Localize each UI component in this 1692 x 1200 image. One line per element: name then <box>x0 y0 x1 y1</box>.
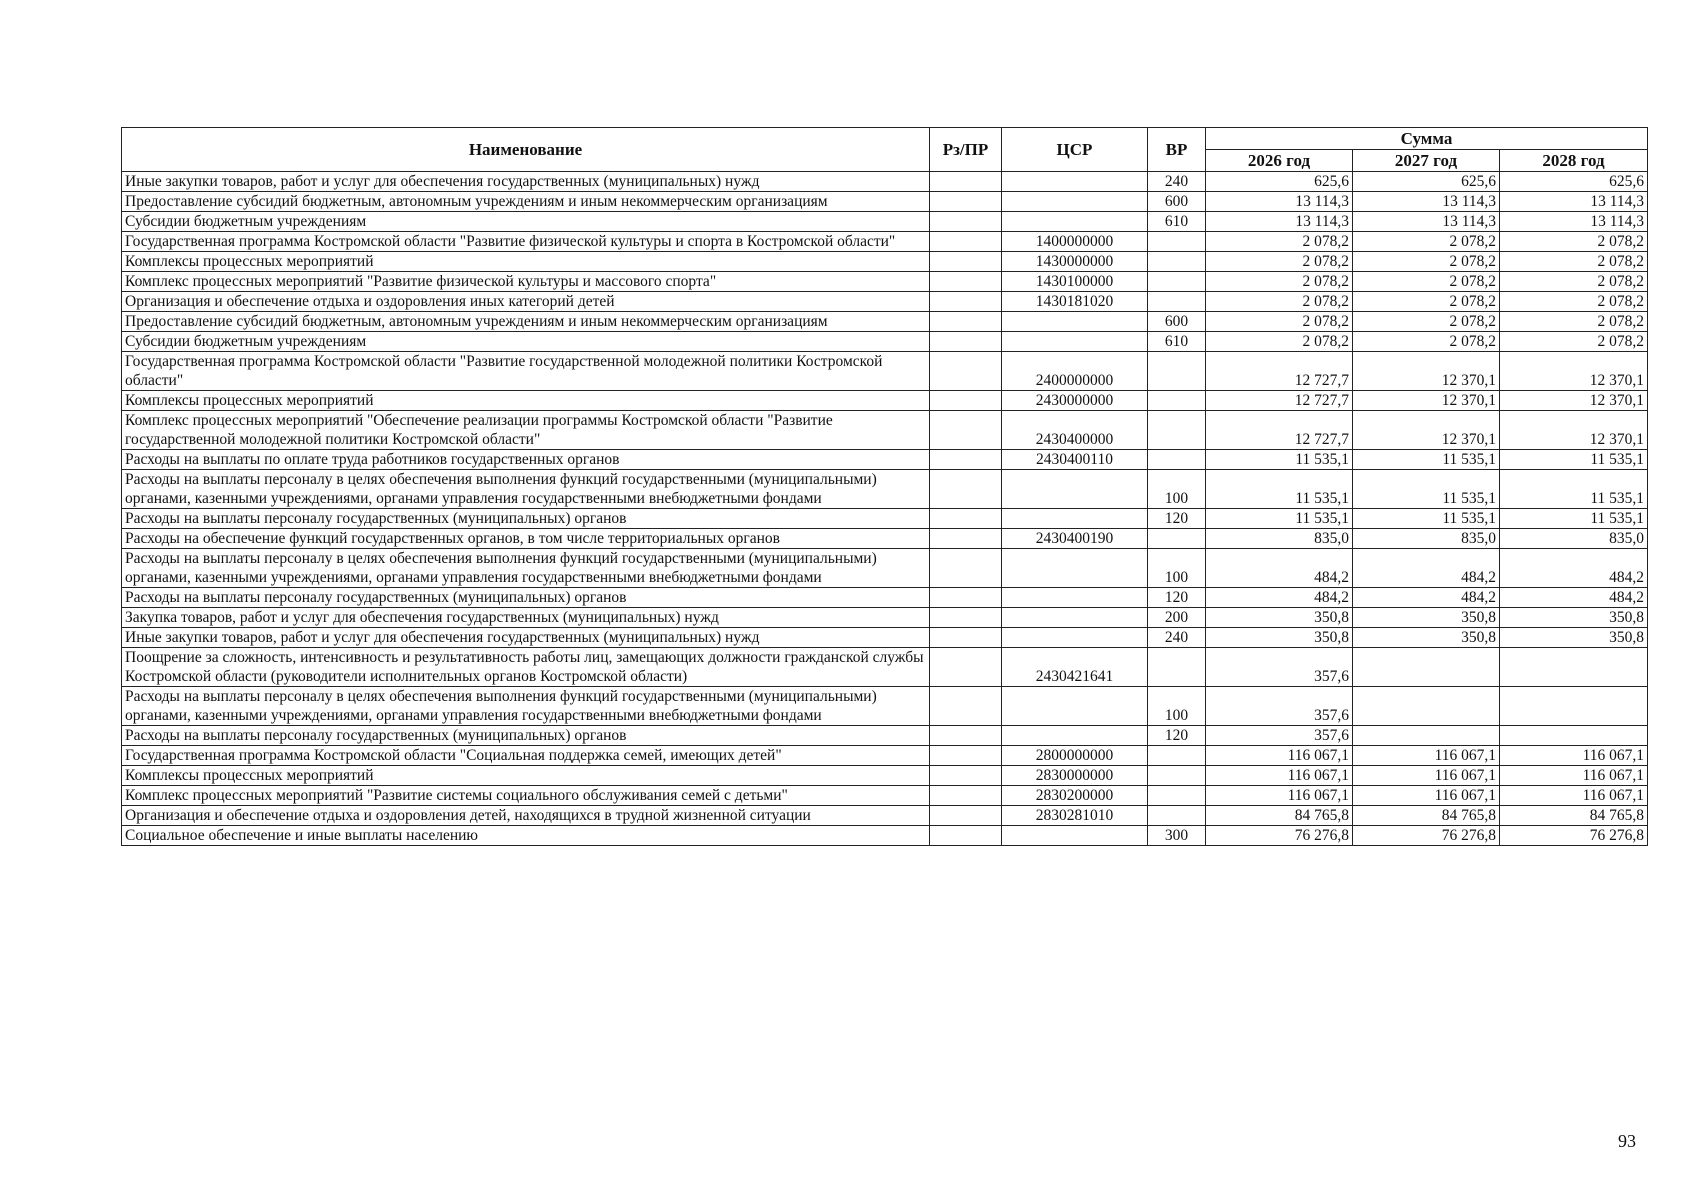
table-row <box>122 549 1648 588</box>
cell-2027: 116 067,1 <box>1353 766 1500 786</box>
cell-rzpr <box>930 766 1002 786</box>
cell-vr <box>1148 766 1206 786</box>
table-row <box>122 172 1648 192</box>
cell-2028: 116 067,1 <box>1500 786 1648 806</box>
cell-2028: 76 276,8 <box>1500 826 1648 846</box>
cell-vr <box>1148 272 1206 292</box>
cell-2028 <box>1500 726 1648 746</box>
cell-name: Расходы на выплаты персоналу государственных (муниципальных) органов <box>122 509 930 529</box>
cell-name: Комплексы процессных мероприятий <box>122 391 930 411</box>
cell-csr <box>1002 192 1148 212</box>
cell-csr: 1430100000 <box>1002 272 1148 292</box>
table-row <box>122 648 1648 687</box>
cell-name: Комплексы процессных мероприятий <box>122 252 930 272</box>
cell-2026: 116 067,1 <box>1206 746 1353 766</box>
cell-vr: 600 <box>1148 312 1206 332</box>
cell-name: Субсидии бюджетным учреждениям <box>122 212 930 232</box>
cell-name: Расходы на выплаты по оплате труда работников государственных органов <box>122 450 930 470</box>
cell-name: Предоставление субсидий бюджетным, автономным учреждениям и иным некоммерческим организациям <box>122 312 930 332</box>
cell-vr <box>1148 450 1206 470</box>
cell-csr: 1400000000 <box>1002 232 1148 252</box>
cell-rzpr <box>930 786 1002 806</box>
header-csr: ЦСР <box>1002 128 1148 172</box>
cell-name: Расходы на выплаты персоналу государственных (муниципальных) органов <box>122 588 930 608</box>
cell-2026: 484,2 <box>1206 549 1353 588</box>
cell-csr: 2430400110 <box>1002 450 1148 470</box>
cell-2026: 625,6 <box>1206 172 1353 192</box>
cell-2026: 13 114,3 <box>1206 212 1353 232</box>
cell-2026: 357,6 <box>1206 726 1353 746</box>
cell-2027: 11 535,1 <box>1353 450 1500 470</box>
cell-2027: 11 535,1 <box>1353 470 1500 509</box>
cell-csr <box>1002 470 1148 509</box>
cell-2028: 84 765,8 <box>1500 806 1648 826</box>
table-row <box>122 766 1648 786</box>
cell-name: Организация и обеспечение отдыха и оздоровления иных категорий детей <box>122 292 930 312</box>
table-row <box>122 391 1648 411</box>
cell-vr <box>1148 292 1206 312</box>
cell-csr: 2830000000 <box>1002 766 1148 786</box>
cell-2028: 484,2 <box>1500 549 1648 588</box>
table-row <box>122 332 1648 352</box>
cell-2028: 12 370,1 <box>1500 352 1648 391</box>
cell-2028: 12 370,1 <box>1500 411 1648 450</box>
cell-vr: 610 <box>1148 332 1206 352</box>
cell-name: Поощрение за сложность, интенсивность и результативность работы лиц, замещающих должности гражданской службы Костромской области (руководители исполнительных органов Костромской области) <box>122 648 930 687</box>
cell-name: Иные закупки товаров, работ и услуг для обеспечения государственных (муниципальных) нужд <box>122 628 930 648</box>
cell-2028: 2 078,2 <box>1500 252 1648 272</box>
cell-2028: 625,6 <box>1500 172 1648 192</box>
cell-rzpr <box>930 509 1002 529</box>
cell-rzpr <box>930 312 1002 332</box>
cell-2026: 357,6 <box>1206 648 1353 687</box>
cell-vr <box>1148 352 1206 391</box>
table-row <box>122 411 1648 450</box>
budget-table-container <box>121 127 1648 846</box>
header-year-2027: 2027 год <box>1353 150 1500 172</box>
cell-2026: 11 535,1 <box>1206 470 1353 509</box>
cell-csr <box>1002 826 1148 846</box>
cell-2027: 2 078,2 <box>1353 252 1500 272</box>
cell-2028: 350,8 <box>1500 628 1648 648</box>
cell-name: Иные закупки товаров, работ и услуг для обеспечения государственных (муниципальных) нужд <box>122 172 930 192</box>
cell-csr: 1430181020 <box>1002 292 1148 312</box>
cell-2026: 350,8 <box>1206 608 1353 628</box>
cell-2027: 484,2 <box>1353 549 1500 588</box>
table-row <box>122 450 1648 470</box>
cell-2027: 2 078,2 <box>1353 312 1500 332</box>
cell-2026: 2 078,2 <box>1206 252 1353 272</box>
cell-2026: 12 727,7 <box>1206 352 1353 391</box>
table-row <box>122 628 1648 648</box>
cell-vr: 610 <box>1148 212 1206 232</box>
cell-vr: 100 <box>1148 687 1206 726</box>
cell-2028: 2 078,2 <box>1500 232 1648 252</box>
table-header <box>122 128 1648 172</box>
cell-vr: 300 <box>1148 826 1206 846</box>
cell-2027: 76 276,8 <box>1353 826 1500 846</box>
cell-2028: 835,0 <box>1500 529 1648 549</box>
cell-2028: 13 114,3 <box>1500 192 1648 212</box>
cell-2027 <box>1353 648 1500 687</box>
cell-2026: 2 078,2 <box>1206 272 1353 292</box>
cell-csr: 2430400190 <box>1002 529 1148 549</box>
cell-csr: 2400000000 <box>1002 352 1148 391</box>
header-sum: Сумма <box>1206 128 1648 150</box>
cell-csr <box>1002 549 1148 588</box>
cell-2026: 2 078,2 <box>1206 232 1353 252</box>
cell-csr <box>1002 588 1148 608</box>
cell-rzpr <box>930 232 1002 252</box>
cell-vr <box>1148 232 1206 252</box>
table-row <box>122 826 1648 846</box>
table-row <box>122 687 1648 726</box>
cell-name: Комплекс процессных мероприятий "Обеспечение реализации программы Костромской области "Развитие государственной молодежной политики Костромской области" <box>122 411 930 450</box>
cell-vr <box>1148 529 1206 549</box>
cell-rzpr <box>930 212 1002 232</box>
cell-csr: 2430421641 <box>1002 648 1148 687</box>
cell-rzpr <box>930 806 1002 826</box>
cell-rzpr <box>930 648 1002 687</box>
cell-2026: 76 276,8 <box>1206 826 1353 846</box>
cell-2028: 2 078,2 <box>1500 272 1648 292</box>
cell-2027 <box>1353 726 1500 746</box>
cell-vr <box>1148 391 1206 411</box>
cell-2027: 2 078,2 <box>1353 292 1500 312</box>
table-row <box>122 252 1648 272</box>
cell-rzpr <box>930 252 1002 272</box>
cell-2028: 2 078,2 <box>1500 312 1648 332</box>
cell-2027: 2 078,2 <box>1353 232 1500 252</box>
cell-vr <box>1148 746 1206 766</box>
cell-2026: 84 765,8 <box>1206 806 1353 826</box>
cell-2026: 2 078,2 <box>1206 292 1353 312</box>
cell-csr <box>1002 172 1148 192</box>
cell-rzpr <box>930 726 1002 746</box>
cell-csr: 2430400000 <box>1002 411 1148 450</box>
cell-rzpr <box>930 332 1002 352</box>
cell-2028: 2 078,2 <box>1500 292 1648 312</box>
cell-name: Комплекс процессных мероприятий "Развитие системы социального обслуживания семей с детьми" <box>122 786 930 806</box>
cell-vr: 120 <box>1148 726 1206 746</box>
cell-rzpr <box>930 272 1002 292</box>
cell-vr <box>1148 252 1206 272</box>
table-row <box>122 588 1648 608</box>
table-row <box>122 292 1648 312</box>
cell-name: Расходы на выплаты персоналу в целях обеспечения выполнения функций государственными (муниципальными) органами, казенными учреждениями, органами управления государственными внебюджетными фондами <box>122 549 930 588</box>
table-row <box>122 312 1648 332</box>
cell-rzpr <box>930 608 1002 628</box>
cell-rzpr <box>930 529 1002 549</box>
cell-2026: 12 727,7 <box>1206 411 1353 450</box>
header-vr: ВР <box>1148 128 1206 172</box>
cell-vr: 240 <box>1148 628 1206 648</box>
cell-name: Субсидии бюджетным учреждениям <box>122 332 930 352</box>
cell-vr <box>1148 648 1206 687</box>
cell-rzpr <box>930 192 1002 212</box>
cell-2028: 116 067,1 <box>1500 746 1648 766</box>
cell-name: Комплексы процессных мероприятий <box>122 766 930 786</box>
cell-vr: 100 <box>1148 470 1206 509</box>
cell-rzpr <box>930 549 1002 588</box>
header-name: Наименование <box>122 128 930 172</box>
table-row <box>122 212 1648 232</box>
cell-2026: 11 535,1 <box>1206 450 1353 470</box>
cell-2026: 11 535,1 <box>1206 509 1353 529</box>
cell-name: Социальное обеспечение и иные выплаты населению <box>122 826 930 846</box>
cell-name: Государственная программа Костромской области "Развитие государственной молодежной политики Костромской области" <box>122 352 930 391</box>
table-row <box>122 470 1648 509</box>
cell-vr: 600 <box>1148 192 1206 212</box>
cell-name: Расходы на обеспечение функций государственных органов, в том числе территориальных органов <box>122 529 930 549</box>
cell-2028: 11 535,1 <box>1500 470 1648 509</box>
cell-csr <box>1002 628 1148 648</box>
cell-2027: 84 765,8 <box>1353 806 1500 826</box>
cell-csr <box>1002 212 1148 232</box>
cell-rzpr <box>930 172 1002 192</box>
cell-csr <box>1002 312 1148 332</box>
cell-2026: 2 078,2 <box>1206 332 1353 352</box>
cell-vr: 120 <box>1148 588 1206 608</box>
table-row <box>122 352 1648 391</box>
cell-vr: 200 <box>1148 608 1206 628</box>
cell-name: Государственная программа Костромской области "Развитие физической культуры и спорта в Костромской области" <box>122 232 930 252</box>
cell-2027: 350,8 <box>1353 608 1500 628</box>
cell-vr <box>1148 806 1206 826</box>
page-number: 93 <box>1618 1131 1636 1151</box>
cell-2027: 625,6 <box>1353 172 1500 192</box>
cell-2028: 11 535,1 <box>1500 450 1648 470</box>
cell-2028: 484,2 <box>1500 588 1648 608</box>
cell-2026: 12 727,7 <box>1206 391 1353 411</box>
cell-rzpr <box>930 411 1002 450</box>
table-row <box>122 726 1648 746</box>
cell-rzpr <box>930 687 1002 726</box>
table-row <box>122 786 1648 806</box>
cell-2026: 357,6 <box>1206 687 1353 726</box>
table-row <box>122 192 1648 212</box>
cell-2027: 13 114,3 <box>1353 192 1500 212</box>
cell-rzpr <box>930 391 1002 411</box>
cell-2026: 835,0 <box>1206 529 1353 549</box>
cell-rzpr <box>930 826 1002 846</box>
cell-2027: 835,0 <box>1353 529 1500 549</box>
cell-2028: 350,8 <box>1500 608 1648 628</box>
table-body <box>122 172 1648 846</box>
cell-2028: 116 067,1 <box>1500 766 1648 786</box>
cell-name: Расходы на выплаты персоналу в целях обеспечения выполнения функций государственными (муниципальными) органами, казенными учреждениями, органами управления государственными внебюджетными фондами <box>122 687 930 726</box>
cell-name: Расходы на выплаты персоналу в целях обеспечения выполнения функций государственными (муниципальными) органами, казенными учреждениями, органами управления государственными внебюджетными фондами <box>122 470 930 509</box>
cell-2028: 12 370,1 <box>1500 391 1648 411</box>
table-row <box>122 746 1648 766</box>
cell-name: Государственная программа Костромской области "Социальная поддержка семей, имеющих детей" <box>122 746 930 766</box>
table-row <box>122 608 1648 628</box>
cell-name: Расходы на выплаты персоналу государственных (муниципальных) органов <box>122 726 930 746</box>
cell-name: Предоставление субсидий бюджетным, автономным учреждениям и иным некоммерческим организациям <box>122 192 930 212</box>
cell-2028: 13 114,3 <box>1500 212 1648 232</box>
cell-csr <box>1002 608 1148 628</box>
cell-csr: 1430000000 <box>1002 252 1148 272</box>
cell-csr <box>1002 726 1148 746</box>
cell-2028: 11 535,1 <box>1500 509 1648 529</box>
cell-2026: 116 067,1 <box>1206 766 1353 786</box>
cell-csr: 2830200000 <box>1002 786 1148 806</box>
cell-2028 <box>1500 648 1648 687</box>
cell-2026: 2 078,2 <box>1206 312 1353 332</box>
cell-2027: 116 067,1 <box>1353 786 1500 806</box>
cell-2026: 116 067,1 <box>1206 786 1353 806</box>
cell-2027: 12 370,1 <box>1353 352 1500 391</box>
cell-name: Закупка товаров, работ и услуг для обеспечения государственных (муниципальных) нужд <box>122 608 930 628</box>
header-year-2026: 2026 год <box>1206 150 1353 172</box>
cell-name: Организация и обеспечение отдыха и оздоровления детей, находящихся в трудной жизненной ситуации <box>122 806 930 826</box>
cell-csr <box>1002 509 1148 529</box>
cell-rzpr <box>930 746 1002 766</box>
cell-2027: 12 370,1 <box>1353 411 1500 450</box>
cell-vr: 240 <box>1148 172 1206 192</box>
cell-2027: 11 535,1 <box>1353 509 1500 529</box>
cell-2027: 484,2 <box>1353 588 1500 608</box>
cell-vr: 100 <box>1148 549 1206 588</box>
cell-name: Комплекс процессных мероприятий "Развитие физической культуры и массового спорта" <box>122 272 930 292</box>
cell-2027: 12 370,1 <box>1353 391 1500 411</box>
table-row <box>122 806 1648 826</box>
table-row <box>122 232 1648 252</box>
cell-2028 <box>1500 687 1648 726</box>
cell-csr <box>1002 332 1148 352</box>
table-row <box>122 509 1648 529</box>
cell-rzpr <box>930 470 1002 509</box>
cell-2026: 13 114,3 <box>1206 192 1353 212</box>
cell-rzpr <box>930 292 1002 312</box>
cell-vr: 120 <box>1148 509 1206 529</box>
table-row <box>122 529 1648 549</box>
cell-2027: 350,8 <box>1353 628 1500 648</box>
table-row <box>122 272 1648 292</box>
cell-rzpr <box>930 450 1002 470</box>
cell-2026: 484,2 <box>1206 588 1353 608</box>
cell-csr: 2430000000 <box>1002 391 1148 411</box>
cell-rzpr <box>930 352 1002 391</box>
cell-2027: 13 114,3 <box>1353 212 1500 232</box>
cell-csr: 2800000000 <box>1002 746 1148 766</box>
cell-2027: 2 078,2 <box>1353 272 1500 292</box>
cell-rzpr <box>930 628 1002 648</box>
cell-vr <box>1148 786 1206 806</box>
cell-2028: 2 078,2 <box>1500 332 1648 352</box>
cell-2027: 116 067,1 <box>1353 746 1500 766</box>
header-rzpr: Рз/ПР <box>930 128 1002 172</box>
cell-2026: 350,8 <box>1206 628 1353 648</box>
header-year-2028: 2028 год <box>1500 150 1648 172</box>
cell-csr: 2830281010 <box>1002 806 1148 826</box>
cell-vr <box>1148 411 1206 450</box>
cell-rzpr <box>930 588 1002 608</box>
budget-table <box>121 127 1648 846</box>
cell-csr <box>1002 687 1148 726</box>
cell-2027 <box>1353 687 1500 726</box>
cell-2027: 2 078,2 <box>1353 332 1500 352</box>
